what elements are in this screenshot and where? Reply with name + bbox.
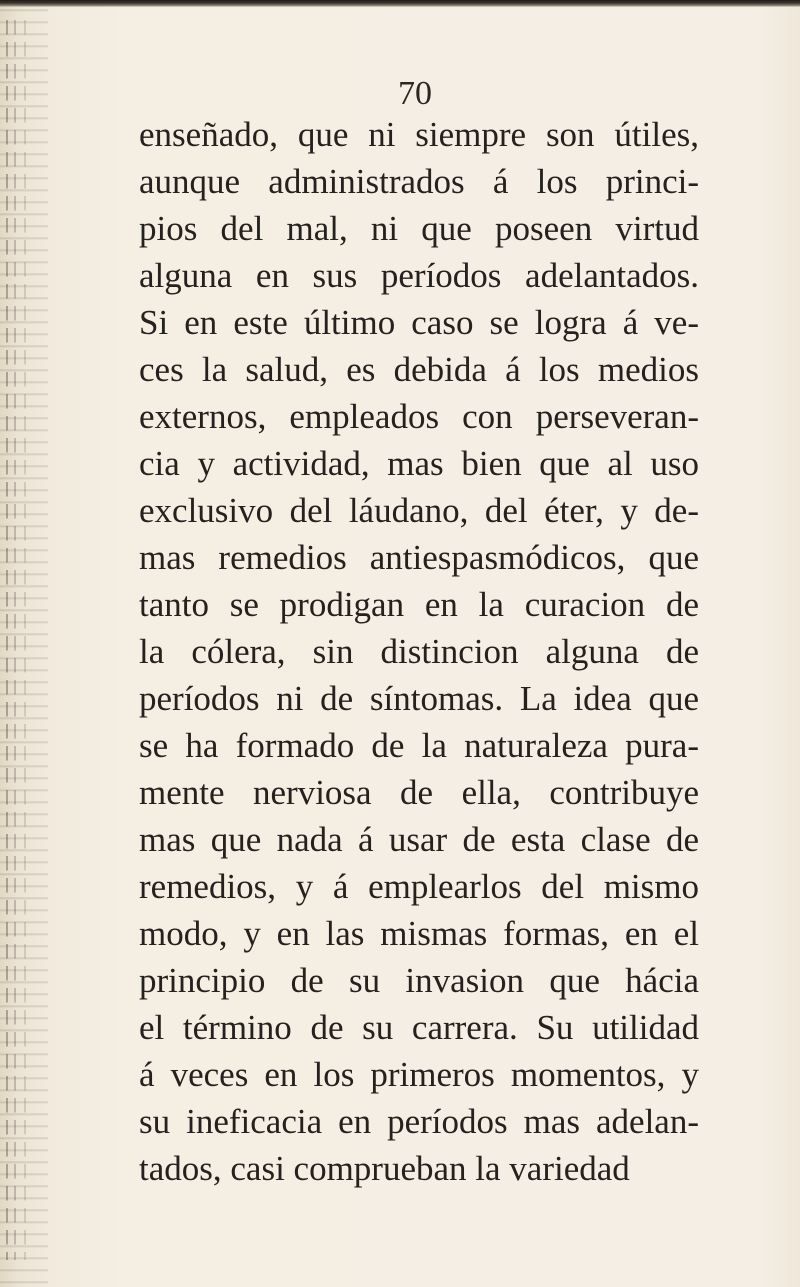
text-line: períodos ni de síntomas. La idea que: [139, 679, 699, 718]
text-line: tanto se prodigan en la curacion de: [139, 585, 699, 624]
text-line: principio de su invasion que hácia: [139, 961, 699, 1000]
text-line: su ineficacia en períodos mas adelan-: [139, 1102, 699, 1141]
gutter-binding-mark: [6, 20, 8, 1260]
text-line: alguna en sus períodos adelantados.: [139, 256, 699, 295]
text-line: aunque administrados á los princi-: [139, 162, 699, 201]
text-line: tados, casi comprueban la variedad: [139, 1149, 630, 1188]
text-line: modo, y en las mismas formas, en el: [139, 914, 699, 953]
text-line: exclusivo del láudano, del éter, y de-: [139, 491, 699, 530]
text-line: pios del mal, ni que poseen virtud: [139, 209, 699, 248]
gutter-binding-mark: [24, 20, 26, 1260]
text-line: cia y actividad, mas bien que al uso: [139, 444, 699, 483]
gutter-binding-mark: [14, 20, 16, 1260]
text-line: á veces en los primeros momentos, y: [139, 1055, 699, 1094]
text-line: se ha formado de la naturaleza pura-: [139, 726, 699, 765]
page-number: 70: [398, 75, 432, 112]
text-line: ces la salud, es debida á los medios: [139, 350, 699, 389]
text-line: mente nerviosa de ella, contribuye: [139, 773, 699, 812]
text-line: mas remedios antiespasmódicos, que: [139, 538, 699, 577]
page-gutter: [0, 0, 48, 1287]
text-line: externos, empleados con perseveran-: [139, 397, 699, 436]
text-line: la cólera, sin distincion alguna de: [139, 632, 699, 671]
text-line: mas que nada á usar de esta clase de: [139, 820, 699, 859]
text-line: Si en este último caso se logra á ve-: [139, 303, 699, 342]
text-line: el término de su carrera. Su utilidad: [139, 1008, 699, 1047]
text-line: remedios, y á emplearlos del mismo: [139, 867, 699, 906]
page-top-edge: [0, 0, 800, 7]
text-line: enseñado, que ni siempre son útiles,: [139, 115, 699, 154]
